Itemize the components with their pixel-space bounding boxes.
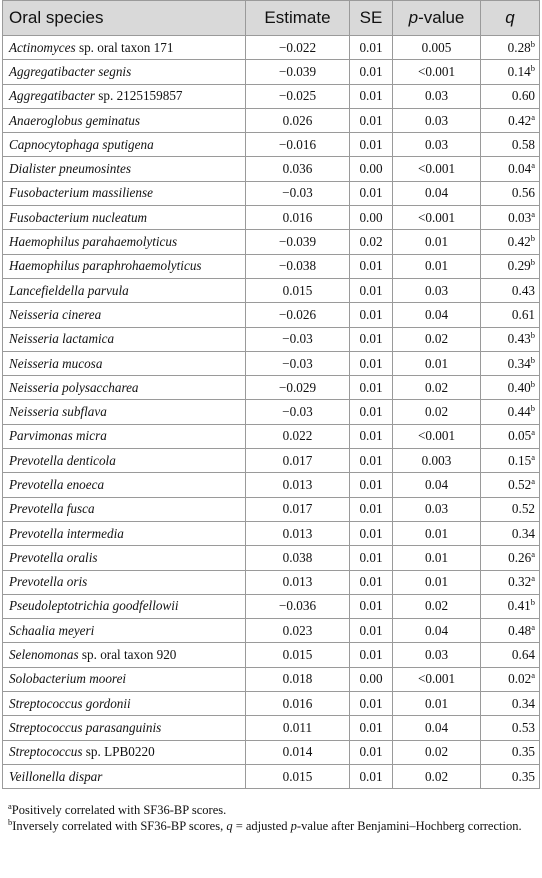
cell-estimate: 0.016 xyxy=(246,692,350,716)
cell-se: 0.00 xyxy=(350,667,393,691)
cell-q: 0.53 xyxy=(481,716,540,740)
cell-se: 0.01 xyxy=(350,84,393,108)
cell-se: 0.00 xyxy=(350,157,393,181)
cell-se: 0.01 xyxy=(350,424,393,448)
cell-estimate: −0.016 xyxy=(246,133,350,157)
cell-estimate: −0.036 xyxy=(246,594,350,618)
cell-se: 0.02 xyxy=(350,230,393,254)
header-p-value: p-value xyxy=(393,1,481,36)
cell-estimate: 0.013 xyxy=(246,521,350,545)
table-row xyxy=(3,327,540,351)
footnote-mark: a xyxy=(531,670,535,681)
cell-q: 0.42$^a$ xyxy=(481,108,540,132)
cell-estimate: 0.015 xyxy=(246,764,350,788)
table-row xyxy=(3,570,540,594)
cell-p-value: <0.001 xyxy=(393,60,481,84)
cell-p-value: 0.01 xyxy=(393,521,481,545)
cell-se: 0.01 xyxy=(350,449,393,473)
cell-q: 0.60 xyxy=(481,84,540,108)
cell-q: 0.64 xyxy=(481,643,540,667)
footnote-mark: b xyxy=(530,38,535,49)
footnote-mark: b xyxy=(530,62,535,73)
footnote-mark: b xyxy=(530,597,535,608)
table-row xyxy=(3,716,540,740)
footnote-mark: b xyxy=(530,330,535,341)
header-q: q xyxy=(481,1,540,36)
p-symbol: p xyxy=(408,8,419,27)
cell-species: Solobacterium moorei xyxy=(3,667,246,691)
cell-p-value: 0.02 xyxy=(393,740,481,764)
footnote-mark: b xyxy=(530,233,535,244)
footnote-mark: a xyxy=(531,451,535,462)
footnote-mark: a xyxy=(531,111,535,122)
table-row xyxy=(3,133,540,157)
footnote-mark: a xyxy=(531,208,535,219)
header-oral-species: Oral species xyxy=(3,1,246,36)
footnote-mark: a xyxy=(531,475,535,486)
footnote-mark: b xyxy=(530,403,535,414)
cell-p-value: 0.02 xyxy=(393,400,481,424)
cell-species: Haemophilus paraphrohaemolyticus xyxy=(3,254,246,278)
cell-estimate: 0.016 xyxy=(246,206,350,230)
cell-se: 0.01 xyxy=(350,254,393,278)
cell-q: 0.42$^b$ xyxy=(481,230,540,254)
table-row xyxy=(3,643,540,667)
cell-estimate: −0.038 xyxy=(246,254,350,278)
cell-species: Actinomyces sp. oral taxon 171 xyxy=(3,36,246,60)
cell-p-value: <0.001 xyxy=(393,424,481,448)
cell-q: 0.58 xyxy=(481,133,540,157)
cell-q: 0.43 xyxy=(481,278,540,302)
table-row xyxy=(3,181,540,205)
table-row xyxy=(3,376,540,400)
cell-se: 0.01 xyxy=(350,181,393,205)
cell-p-value: 0.03 xyxy=(393,84,481,108)
table-row xyxy=(3,84,540,108)
footnote-mark: b xyxy=(530,257,535,268)
cell-species: Prevotella oralis xyxy=(3,546,246,570)
table-body xyxy=(3,36,540,789)
cell-estimate: −0.03 xyxy=(246,351,350,375)
footnote-mark: a xyxy=(531,548,535,559)
table-container xyxy=(2,0,539,835)
cell-q: 0.03$^a$ xyxy=(481,206,540,230)
cell-p-value: 0.04 xyxy=(393,303,481,327)
cell-p-value: 0.01 xyxy=(393,570,481,594)
cell-q: 0.35 xyxy=(481,740,540,764)
table-row xyxy=(3,497,540,521)
cell-estimate: 0.038 xyxy=(246,546,350,570)
cell-se: 0.01 xyxy=(350,278,393,302)
cell-species: Prevotella denticola xyxy=(3,449,246,473)
cell-q: 0.44$^b$ xyxy=(481,400,540,424)
cell-estimate: 0.013 xyxy=(246,473,350,497)
cell-estimate: 0.011 xyxy=(246,716,350,740)
cell-se: 0.01 xyxy=(350,60,393,84)
cell-estimate: 0.018 xyxy=(246,667,350,691)
footnotes xyxy=(2,803,539,834)
cell-se: 0.01 xyxy=(350,376,393,400)
cell-p-value: 0.04 xyxy=(393,619,481,643)
cell-q: 0.34 xyxy=(481,521,540,545)
cell-p-value: <0.001 xyxy=(393,157,481,181)
cell-p-value: 0.04 xyxy=(393,716,481,740)
cell-estimate: −0.03 xyxy=(246,327,350,351)
oral-species-table xyxy=(2,0,540,789)
cell-species: Haemophilus parahaemolyticus xyxy=(3,230,246,254)
cell-estimate: −0.039 xyxy=(246,230,350,254)
cell-p-value: 0.04 xyxy=(393,181,481,205)
footnote-mark: a xyxy=(531,427,535,438)
cell-estimate: 0.015 xyxy=(246,278,350,302)
cell-species: Streptococcus sp. LPB0220 xyxy=(3,740,246,764)
cell-estimate: −0.025 xyxy=(246,84,350,108)
cell-p-value: 0.04 xyxy=(393,473,481,497)
cell-p-value: 0.03 xyxy=(393,497,481,521)
cell-species: Aggregatibacter segnis xyxy=(3,60,246,84)
cell-se: 0.01 xyxy=(350,692,393,716)
cell-p-value: 0.03 xyxy=(393,643,481,667)
cell-species: Neisseria polysaccharea xyxy=(3,376,246,400)
footnote-mark: a xyxy=(531,621,535,632)
cell-se: 0.01 xyxy=(350,716,393,740)
table-row xyxy=(3,303,540,327)
cell-estimate: −0.022 xyxy=(246,36,350,60)
cell-species: Prevotella oris xyxy=(3,570,246,594)
cell-estimate: −0.026 xyxy=(246,303,350,327)
table-row xyxy=(3,400,540,424)
cell-se: 0.01 xyxy=(350,108,393,132)
cell-species: Fusobacterium nucleatum xyxy=(3,206,246,230)
table-row xyxy=(3,546,540,570)
cell-species: Dialister pneumosintes xyxy=(3,157,246,181)
header-estimate: Estimate xyxy=(246,1,350,36)
cell-species: Neisseria cinerea xyxy=(3,303,246,327)
table-row xyxy=(3,667,540,691)
header-se: SE xyxy=(350,1,393,36)
cell-estimate: 0.036 xyxy=(246,157,350,181)
cell-se: 0.01 xyxy=(350,740,393,764)
cell-p-value: 0.02 xyxy=(393,376,481,400)
cell-p-value: 0.01 xyxy=(393,692,481,716)
cell-species: Anaeroglobus geminatus xyxy=(3,108,246,132)
cell-species: Veillonella dispar xyxy=(3,764,246,788)
cell-q: 0.35 xyxy=(481,764,540,788)
footnote-mark: a xyxy=(531,573,535,584)
cell-se: 0.01 xyxy=(350,303,393,327)
table-row xyxy=(3,740,540,764)
footnote-mark: a xyxy=(531,160,535,171)
cell-species: Neisseria mucosa xyxy=(3,351,246,375)
cell-q: 0.29$^b$ xyxy=(481,254,540,278)
table-row xyxy=(3,619,540,643)
cell-q: 0.26$^a$ xyxy=(481,546,540,570)
cell-p-value: 0.01 xyxy=(393,230,481,254)
cell-species: Lancefieldella parvula xyxy=(3,278,246,302)
cell-p-value: 0.01 xyxy=(393,351,481,375)
cell-estimate: 0.013 xyxy=(246,570,350,594)
cell-species: Capnocytophaga sputigena xyxy=(3,133,246,157)
footnote-b: $^b$Inversely correlated with SF36-BP scores, q = adjusted p-value after Benjamini–Hochberg correction. xyxy=(8,817,522,834)
table-row xyxy=(3,521,540,545)
cell-estimate: 0.026 xyxy=(246,108,350,132)
table-row xyxy=(3,157,540,181)
cell-species: Selenomonas sp. oral taxon 920 xyxy=(3,643,246,667)
cell-se: 0.01 xyxy=(350,764,393,788)
cell-se: 0.01 xyxy=(350,643,393,667)
cell-q: 0.34 xyxy=(481,692,540,716)
table-row xyxy=(3,351,540,375)
cell-se: 0.01 xyxy=(350,133,393,157)
cell-se: 0.01 xyxy=(350,521,393,545)
table-row xyxy=(3,36,540,60)
cell-species: Parvimonas micra xyxy=(3,424,246,448)
cell-se: 0.00 xyxy=(350,206,393,230)
cell-species: Prevotella intermedia xyxy=(3,521,246,545)
table-row xyxy=(3,764,540,788)
cell-q: 0.04$^a$ xyxy=(481,157,540,181)
cell-estimate: 0.015 xyxy=(246,643,350,667)
table-row xyxy=(3,230,540,254)
cell-p-value: <0.001 xyxy=(393,206,481,230)
footnote-mark: b xyxy=(530,354,535,365)
cell-estimate: 0.017 xyxy=(246,449,350,473)
cell-se: 0.01 xyxy=(350,36,393,60)
cell-se: 0.01 xyxy=(350,497,393,521)
table-row xyxy=(3,424,540,448)
cell-estimate: 0.014 xyxy=(246,740,350,764)
cell-p-value: 0.005 xyxy=(393,36,481,60)
cell-p-value: 0.03 xyxy=(393,278,481,302)
cell-p-value: 0.03 xyxy=(393,133,481,157)
table-row xyxy=(3,278,540,302)
cell-p-value: <0.001 xyxy=(393,667,481,691)
cell-q: 0.14$^b$ xyxy=(481,60,540,84)
cell-q: 0.05$^a$ xyxy=(481,424,540,448)
footnote-a: $^a$Positively correlated with SF36-BP scores. xyxy=(8,801,227,818)
cell-q: 0.34$^b$ xyxy=(481,351,540,375)
cell-q: 0.32$^a$ xyxy=(481,570,540,594)
cell-estimate: 0.017 xyxy=(246,497,350,521)
cell-p-value: 0.02 xyxy=(393,327,481,351)
cell-q: 0.43$^b$ xyxy=(481,327,540,351)
cell-q: 0.02$^a$ xyxy=(481,667,540,691)
cell-estimate: −0.029 xyxy=(246,376,350,400)
table-row xyxy=(3,60,540,84)
cell-se: 0.01 xyxy=(350,546,393,570)
cell-species: Streptococcus parasanguinis xyxy=(3,716,246,740)
cell-estimate: −0.03 xyxy=(246,181,350,205)
cell-species: Neisseria lactamica xyxy=(3,327,246,351)
cell-p-value: 0.03 xyxy=(393,108,481,132)
cell-estimate: 0.023 xyxy=(246,619,350,643)
cell-estimate: 0.022 xyxy=(246,424,350,448)
header-row xyxy=(3,1,540,36)
table-row xyxy=(3,108,540,132)
table-row xyxy=(3,692,540,716)
cell-se: 0.01 xyxy=(350,473,393,497)
cell-p-value: 0.02 xyxy=(393,764,481,788)
cell-species: Neisseria subflava xyxy=(3,400,246,424)
cell-p-value: 0.01 xyxy=(393,254,481,278)
cell-q: 0.56 xyxy=(481,181,540,205)
cell-q: 0.40$^b$ xyxy=(481,376,540,400)
cell-estimate: −0.039 xyxy=(246,60,350,84)
table-row xyxy=(3,449,540,473)
cell-species: Prevotella fusca xyxy=(3,497,246,521)
cell-se: 0.01 xyxy=(350,594,393,618)
footnote-mark: b xyxy=(530,378,535,389)
table-row xyxy=(3,594,540,618)
cell-species: Prevotella enoeca xyxy=(3,473,246,497)
table-row xyxy=(3,206,540,230)
cell-q: 0.52 xyxy=(481,497,540,521)
table-row xyxy=(3,473,540,497)
cell-q: 0.41$^b$ xyxy=(481,594,540,618)
cell-species: Pseudoleptotrichia goodfellowii xyxy=(3,594,246,618)
cell-se: 0.01 xyxy=(350,619,393,643)
cell-se: 0.01 xyxy=(350,351,393,375)
cell-species: Schaalia meyeri xyxy=(3,619,246,643)
cell-se: 0.01 xyxy=(350,570,393,594)
cell-q: 0.52$^a$ xyxy=(481,473,540,497)
cell-se: 0.01 xyxy=(350,327,393,351)
cell-q: 0.61 xyxy=(481,303,540,327)
cell-p-value: 0.02 xyxy=(393,594,481,618)
cell-q: 0.15$^a$ xyxy=(481,449,540,473)
cell-species: Aggregatibacter sp. 2125159857 xyxy=(3,84,246,108)
cell-se: 0.01 xyxy=(350,400,393,424)
cell-species: Streptococcus gordonii xyxy=(3,692,246,716)
cell-p-value: 0.003 xyxy=(393,449,481,473)
cell-q: 0.28$^b$ xyxy=(481,36,540,60)
cell-species: Fusobacterium massiliense xyxy=(3,181,246,205)
table-row xyxy=(3,254,540,278)
cell-estimate: −0.03 xyxy=(246,400,350,424)
cell-p-value: 0.01 xyxy=(393,546,481,570)
cell-q: 0.48$^a$ xyxy=(481,619,540,643)
